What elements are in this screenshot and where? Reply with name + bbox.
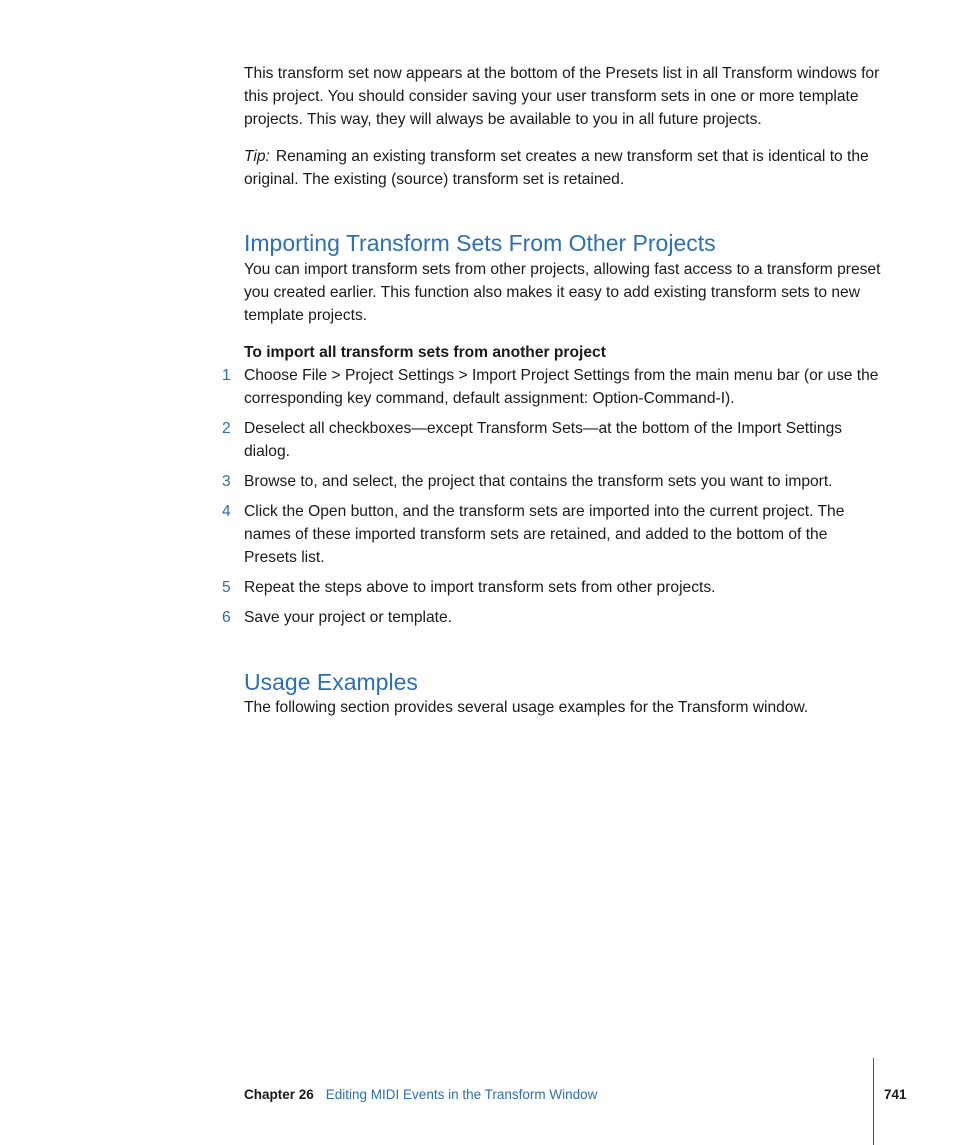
step-item xyxy=(222,470,884,493)
step-number: 1 xyxy=(222,367,231,384)
footer-chapter-title: Editing MIDI Events in the Transform Window xyxy=(325,1087,598,1102)
step-number: 5 xyxy=(222,579,231,596)
step-text: Click the Open button, and the transform sets are imported into the current project. The names of these imported transform sets are retained, and added to the bottom of the Presets list. xyxy=(244,503,845,566)
step-number: 6 xyxy=(222,609,231,626)
step-item xyxy=(222,576,884,599)
tip-text: Renaming an existing transform set creates a new transform set that is identical to the original. The existing (source) transform set is retained. xyxy=(244,148,869,188)
usage-heading: Usage Examples xyxy=(244,669,418,695)
step-number: 3 xyxy=(222,473,231,490)
page-footer xyxy=(244,1086,597,1104)
page-number: 741 xyxy=(884,1087,907,1102)
footer-chapter: Chapter 26 xyxy=(244,1087,314,1102)
step-item xyxy=(222,417,884,463)
step-number: 4 xyxy=(222,503,231,520)
step-text: Save your project or template. xyxy=(244,609,453,626)
step-text: Choose File > Project Settings > Import Project Settings from the main menu bar (or use the corresponding key command, default assignment: Option-Command-I). xyxy=(244,367,879,407)
tip-label: Tip: xyxy=(244,148,270,165)
step-item xyxy=(222,606,884,629)
footer-divider xyxy=(873,1058,874,1145)
step-number: 2 xyxy=(222,420,231,437)
importing-heading: Importing Transform Sets From Other Projects xyxy=(244,230,716,256)
step-text: Repeat the steps above to import transform sets from other projects. xyxy=(244,579,716,596)
step-item xyxy=(222,364,884,410)
tip-paragraph xyxy=(244,145,884,191)
importing-paragraph: You can import transform sets from other projects, allowing fast access to a transform preset you created earlier. This function also makes it easy to add existing transform sets to new template projects. xyxy=(244,261,881,324)
task-heading: To import all transform sets from another project xyxy=(244,344,606,361)
step-text: Browse to, and select, the project that contains the transform sets you want to import. xyxy=(244,473,833,490)
intro-paragraph: This transform set now appears at the bottom of the Presets list in all Transform windows for this project. You should consider saving your user transform sets in one or more template projects. This way, they will always be available to you in all future projects. xyxy=(244,65,880,128)
step-text: Deselect all checkboxes—except Transform Sets—at the bottom of the Import Settings dialog. xyxy=(244,420,843,460)
usage-paragraph: The following section provides several usage examples for the Transform window. xyxy=(244,699,809,716)
step-item xyxy=(222,500,884,569)
